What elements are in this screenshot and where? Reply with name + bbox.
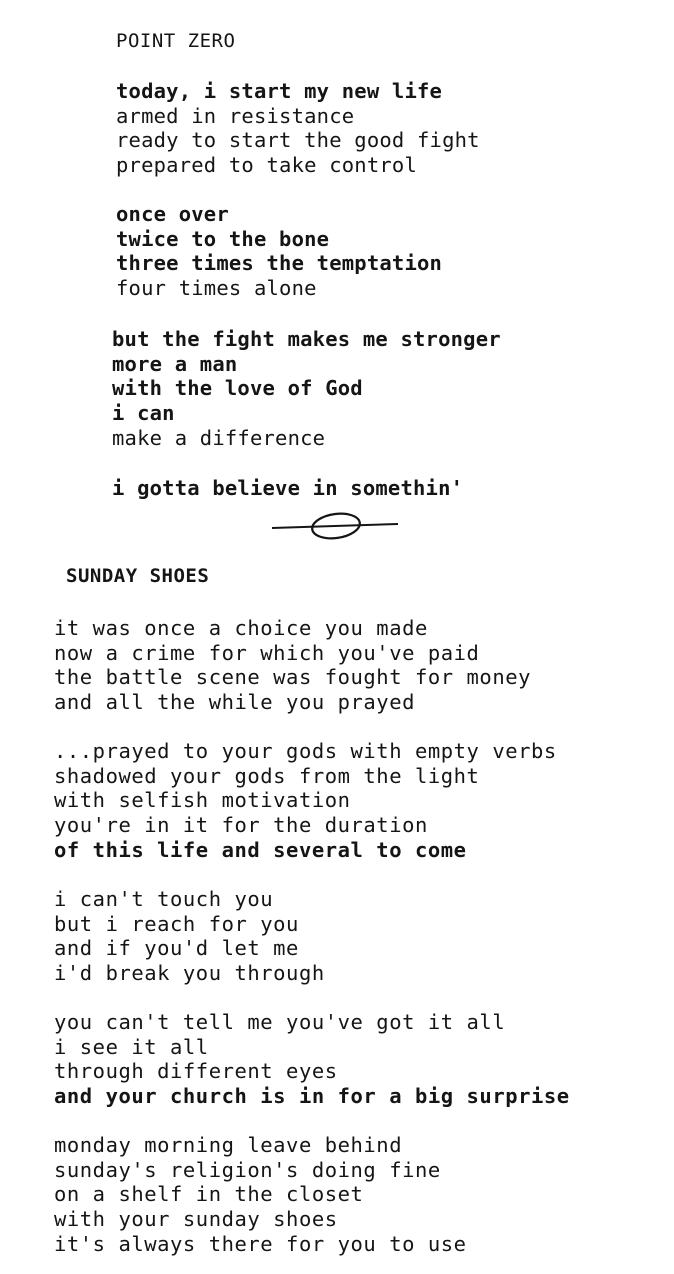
poem-line: through different eyes	[54, 1059, 338, 1084]
poem-line: with the love of God	[112, 376, 363, 401]
poem-line: make a difference	[112, 425, 326, 450]
poem-line: and if you'd let me	[54, 936, 299, 961]
poem-line: on a shelf in the closet	[54, 1182, 364, 1207]
poem-line: once over	[116, 202, 229, 226]
poem-line: the battle scene was fought for money	[54, 665, 532, 690]
poem-line: it's always there for you to use	[54, 1231, 467, 1256]
stanza	[116, 202, 442, 301]
poem-line: sunday's religion's doing fine	[54, 1157, 441, 1182]
divider-flourish	[270, 508, 400, 544]
poem-line: i can	[112, 401, 175, 426]
poem-line: three times the temptation	[116, 251, 443, 276]
poem-line: i'd break you through	[54, 961, 325, 986]
poem-line: but i reach for you	[54, 911, 299, 936]
poem-line: ...prayed to your gods with empty verbs	[54, 739, 557, 763]
poem-line: i can't touch you	[54, 887, 274, 911]
poem-line: i gotta believe in somethin'	[112, 476, 464, 500]
poem-line: today, i start my new life	[116, 79, 443, 103]
poem-line: armed in resistance	[116, 103, 355, 128]
stanza	[54, 1010, 570, 1109]
stanza	[54, 887, 325, 986]
poem-line: with selfish motivation	[54, 788, 351, 813]
poem-line: monday morning leave behind	[54, 1133, 403, 1157]
stanza	[112, 476, 463, 501]
stanza	[112, 327, 501, 450]
poem-line: but the fight makes me stronger	[112, 327, 501, 351]
poem-title: POINT ZERO	[116, 30, 236, 52]
poem-line: more a man	[112, 351, 238, 376]
stanza	[116, 79, 480, 178]
poem-line: now a crime for which you've paid	[54, 640, 480, 665]
poem-line: ready to start the good fight	[116, 128, 480, 153]
poem-title: SUNDAY SHOES	[66, 565, 210, 587]
poem-line: shadowed your gods from the light	[54, 763, 480, 788]
poem-line: of this life and several to come	[54, 837, 467, 862]
poem-line: and your church is in for a big surprise	[54, 1084, 570, 1109]
poem-line: you're in it for the duration	[54, 813, 428, 838]
poem-line: prepared to take control	[116, 153, 418, 178]
poem-line: with your sunday shoes	[54, 1207, 338, 1232]
poem-line: you can't tell me you've got it all	[54, 1010, 506, 1034]
stanza	[54, 1133, 467, 1256]
poem-line: i see it all	[54, 1034, 209, 1059]
poem-line: and all the while you prayed	[54, 690, 415, 715]
poem-line: twice to the bone	[116, 226, 330, 251]
poem-line: four times alone	[116, 276, 317, 301]
stanza	[54, 739, 557, 862]
stanza	[54, 616, 531, 715]
poem-line: it was once a choice you made	[54, 616, 428, 640]
